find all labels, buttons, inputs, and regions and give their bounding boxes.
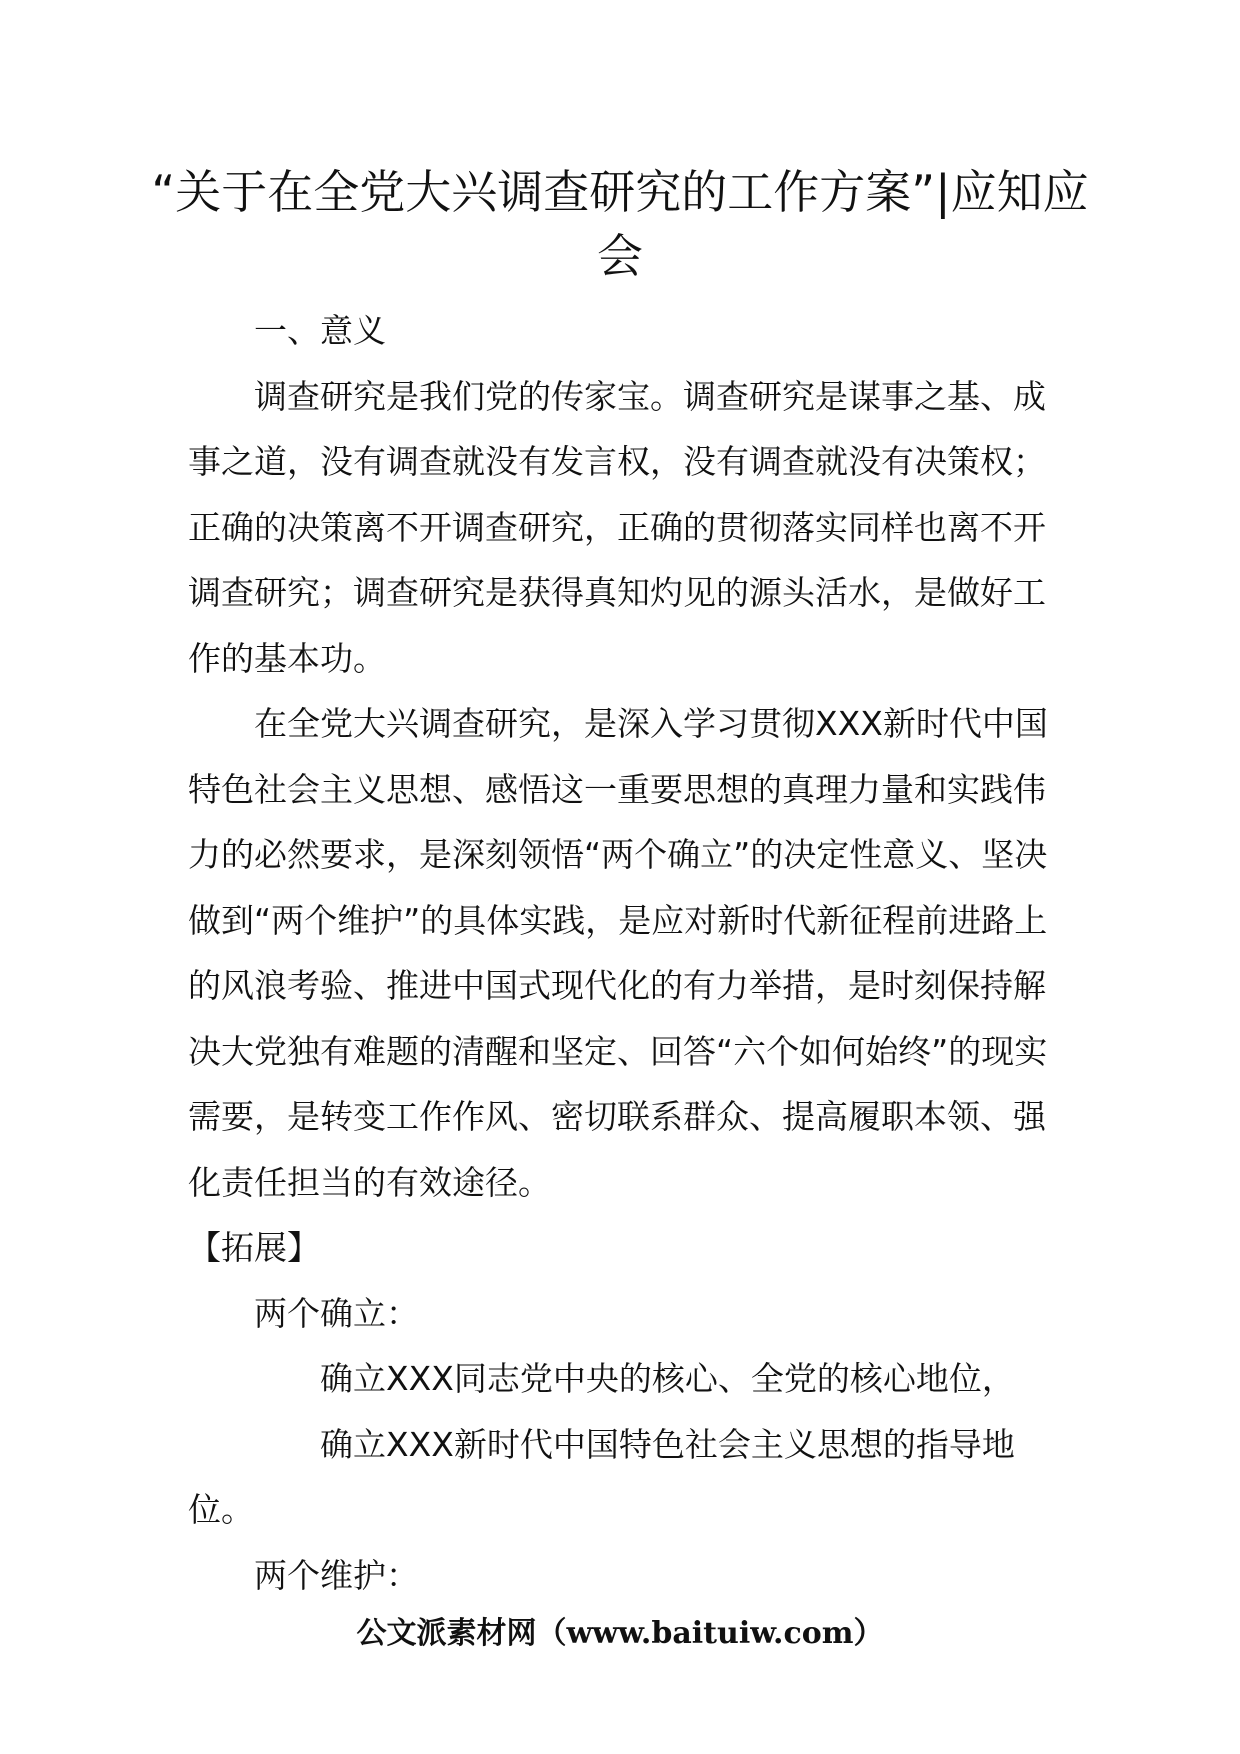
paragraph-significance-2: 在全党大兴调查研究，是深入学习贯彻XXX新时代中国特色社会主义思想、感悟这一重要思想的真理力量和实践伟力的必然要求，是深刻领悟“两个确立”的决定性意义、坚决做到“两个维护”的具体实践，是应对新时代新征程前进路上的风浪考验、推进中国式现代化的有力举措，是时刻保持解决大党独有难题的清醒和坚定、回答“六个如何始终”的现实需要，是转变工作作风、密切联系群众、提高履职本领、强化责任担当的有效途径。 [188,704,1048,1202]
two-safeguards-label: 两个维护： [254,1555,419,1595]
document-body [188,298,1058,1608]
paragraph-significance-1: 调查研究是我们党的传家宝。调查研究是谋事之基、成事之道，没有调查就没有发言权，没有调查就没有决策权；正确的决策离不开调查研究，正确的贯彻落实同样也离不开调查研究；调查研究是获得真知灼见的源头活水，是做好工作的基本功。 [188,376,1046,678]
document-title: “关于在全党大兴调查研究的工作方案”|应知应会 [151,165,1089,283]
section-heading: 一、意义 [254,311,386,350]
two-establishments-item-2: 确立XXX新时代中国特色社会主义思想的指导地位。 [188,1424,1015,1529]
extension-label: 【拓展】 [188,1228,320,1267]
two-establishments-label: 两个确立： [254,1293,419,1333]
two-establishments-item-1: 确立XXX同志党中央的核心、全党的核心地位， [320,1359,1015,1398]
footer-watermark: 公文派素材网（www.baituiw.com） [356,1616,884,1651]
